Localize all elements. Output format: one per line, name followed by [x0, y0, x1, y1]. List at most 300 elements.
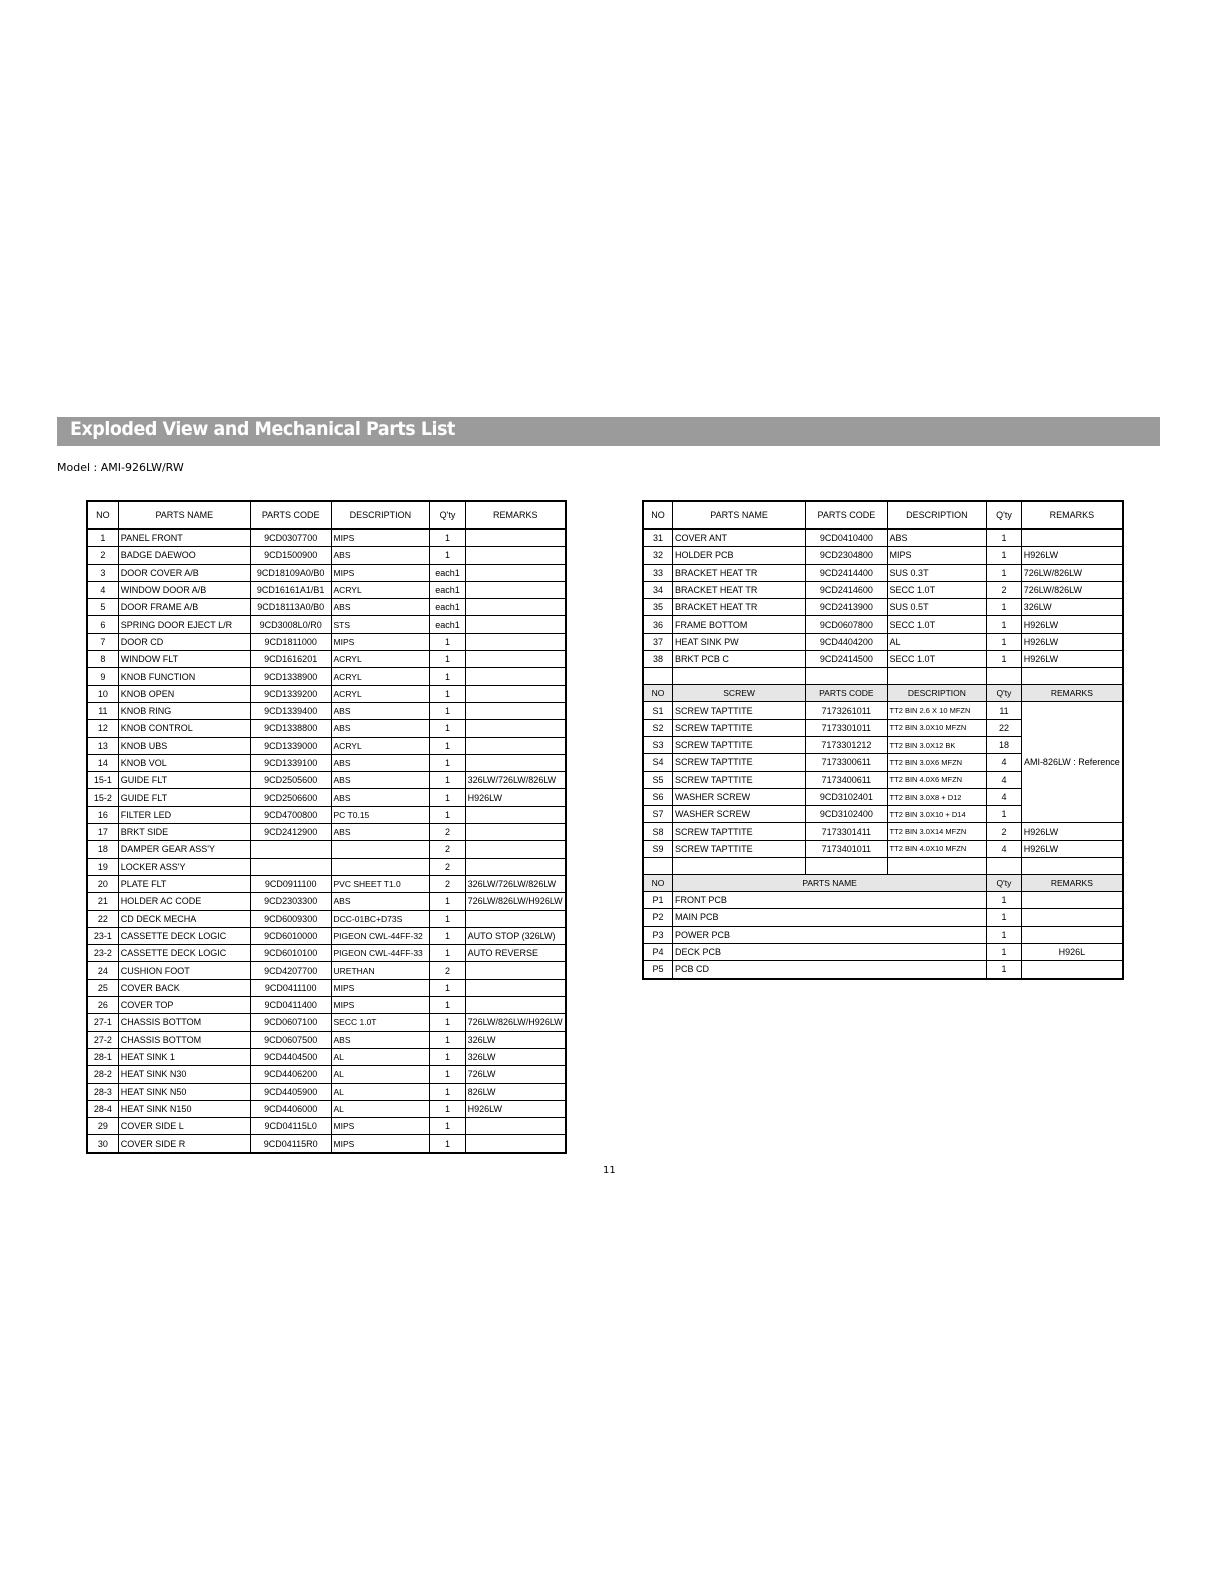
cell-parts-code: 9CD1811000	[250, 633, 331, 650]
cell-no: P5	[643, 961, 672, 979]
cell-no: 28-1	[87, 1048, 118, 1065]
cell-qty: 1	[430, 685, 465, 702]
cell-no: 8	[87, 651, 118, 668]
cell-parts-code: 9CD1339000	[250, 737, 331, 754]
cell-no: 36	[643, 616, 672, 633]
cell-qty: 1	[430, 651, 465, 668]
cell-qty: 1	[430, 1014, 465, 1031]
col-header-remarks: REMARKS	[1021, 685, 1123, 702]
cell-parts-code: 7173401011	[806, 840, 887, 857]
cell-description	[331, 858, 430, 875]
table-row	[643, 599, 1123, 616]
cell-description: TT2 BIN 4.0X6 MFZN	[887, 771, 987, 788]
table-row	[87, 962, 566, 979]
cell-no: 12	[87, 720, 118, 737]
cell-description: AL	[331, 1066, 430, 1083]
cell-no: 19	[87, 858, 118, 875]
cell-no: P2	[643, 909, 672, 926]
table-row	[87, 824, 566, 841]
cell-parts-name: CUSHION FOOT	[118, 962, 250, 979]
cell-qty: 1	[987, 616, 1022, 633]
cell-no: 28-3	[87, 1083, 118, 1100]
table-row	[643, 547, 1123, 564]
cell-parts-name: KNOB FUNCTION	[118, 668, 250, 685]
cell-parts-code: 9CD0607800	[806, 616, 887, 633]
cell-qty: 1	[430, 1066, 465, 1083]
cell-parts-name: DOOR CD	[118, 633, 250, 650]
col-header-remarks: REMARKS	[465, 501, 566, 529]
cell-description: MIPS	[331, 633, 430, 650]
cell-parts-code: 9CD04115R0	[250, 1135, 331, 1153]
cell-parts-code: 7173261011	[806, 702, 887, 719]
cell-qty: each1	[430, 599, 465, 616]
cell-parts-name: SPRING DOOR EJECT L/R	[118, 616, 250, 633]
cell-remarks: AUTO STOP (326LW)	[465, 927, 566, 944]
cell-description: SECC 1.0T	[331, 1014, 430, 1031]
empty-cell	[1021, 858, 1123, 875]
cell-description: MIPS	[331, 529, 430, 547]
cell-qty: 1	[987, 529, 1022, 547]
cell-description: TT2 BIN 3.0X8 + D12	[887, 788, 987, 805]
cell-parts-code: 9CD2303300	[250, 893, 331, 910]
cell-parts-code: 9CD1339400	[250, 702, 331, 719]
cell-parts-code: 9CD6009300	[250, 910, 331, 927]
cell-parts-name: LOCKER ASS'Y	[118, 858, 250, 875]
pcb-row	[643, 909, 1123, 926]
cell-remarks: H926LW	[1021, 547, 1123, 564]
cell-qty: 1	[987, 651, 1022, 668]
table-header-row	[643, 501, 1123, 529]
cell-no: 33	[643, 564, 672, 581]
cell-remarks	[465, 858, 566, 875]
cell-parts-code: 9CD4406200	[250, 1066, 331, 1083]
cell-description: ACRYL	[331, 685, 430, 702]
cell-remarks: H926LW	[1021, 651, 1123, 668]
cell-parts-name: PANEL FRONT	[118, 529, 250, 547]
cell-qty: 2	[987, 581, 1022, 598]
screw-header-row	[643, 685, 1123, 702]
cell-remarks: 326LW	[465, 1048, 566, 1065]
cell-no: 23-1	[87, 927, 118, 944]
col-header-qty: Q'ty	[430, 501, 465, 529]
col-header-parts-code: PARTS CODE	[250, 501, 331, 529]
cell-qty: 1	[987, 806, 1022, 823]
table-row	[87, 893, 566, 910]
cell-remarks	[465, 841, 566, 858]
cell-no: 11	[87, 702, 118, 719]
cell-parts-name: CHASSIS BOTTOM	[118, 1031, 250, 1048]
cell-parts-code: 9CD0411100	[250, 979, 331, 996]
table-row	[87, 529, 566, 547]
cell-qty: 2	[430, 875, 465, 892]
table-row	[87, 599, 566, 616]
table-row	[87, 702, 566, 719]
cell-qty: 1	[430, 910, 465, 927]
cell-parts-name: CASSETTE DECK LOGIC	[118, 927, 250, 944]
cell-description: PIGEON CWL-44FF-32	[331, 927, 430, 944]
cell-no: 21	[87, 893, 118, 910]
cell-remarks	[465, 1118, 566, 1135]
cell-parts-code: 9CD4207700	[250, 962, 331, 979]
cell-remarks: 726LW/826LW/H926LW	[465, 1014, 566, 1031]
screw-group-remark: AMI-826LW : Reference	[1021, 702, 1123, 823]
cell-description: SECC 1.0T	[887, 581, 987, 598]
cell-parts-code: 9CD0607500	[250, 1031, 331, 1048]
col-header-no: NO	[87, 501, 118, 529]
table-row	[87, 910, 566, 927]
cell-parts-name: FRAME BOTTOM	[672, 616, 805, 633]
cell-description: ABS	[331, 720, 430, 737]
table-row	[643, 529, 1123, 547]
cell-description: ABS	[331, 702, 430, 719]
blank-row	[643, 858, 1123, 875]
cell-description: ABS	[331, 547, 430, 564]
cell-description: SECC 1.0T	[887, 616, 987, 633]
col-header-parts-name: PARTS NAME	[672, 875, 986, 892]
cell-parts-name: COVER SIDE R	[118, 1135, 250, 1153]
cell-remarks: H926LW	[1021, 823, 1123, 840]
cell-parts-name: WASHER SCREW	[672, 788, 805, 805]
cell-no: 31	[643, 529, 672, 547]
cell-parts-code: 9CD4404200	[806, 633, 887, 650]
cell-remarks	[465, 979, 566, 996]
cell-no: 37	[643, 633, 672, 650]
cell-parts-name: POWER PCB	[672, 926, 986, 943]
cell-parts-name: GUIDE FLT	[118, 789, 250, 806]
table-row	[643, 633, 1123, 650]
cell-parts-name: KNOB CONTROL	[118, 720, 250, 737]
cell-parts-code: 7173301011	[806, 719, 887, 736]
cell-description: TT2 BIN 4.0X10 MFZN	[887, 840, 987, 857]
table-row	[87, 997, 566, 1014]
cell-parts-name: PCB CD	[672, 961, 986, 979]
cell-qty: 1	[430, 927, 465, 944]
cell-qty: 1	[430, 529, 465, 547]
cell-qty: 1	[987, 564, 1022, 581]
cell-parts-code: 7173301212	[806, 736, 887, 753]
cell-parts-code: 9CD1339100	[250, 754, 331, 771]
cell-qty: 1	[987, 926, 1022, 943]
cell-parts-name: HOLDER AC CODE	[118, 893, 250, 910]
cell-remarks: 826LW	[465, 1083, 566, 1100]
cell-parts-code	[250, 841, 331, 858]
cell-qty: 1	[987, 961, 1022, 979]
cell-remarks	[465, 806, 566, 823]
cell-remarks	[465, 702, 566, 719]
cell-parts-code: 9CD1338800	[250, 720, 331, 737]
cell-remarks	[465, 616, 566, 633]
cell-remarks: 326LW	[1021, 599, 1123, 616]
empty-cell	[643, 858, 672, 875]
cell-description: STS	[331, 616, 430, 633]
cell-parts-name: SCREW TAPTTITE	[672, 719, 805, 736]
cell-parts-name: BRKT PCB C	[672, 651, 805, 668]
cell-qty: 1	[430, 893, 465, 910]
cell-remarks: H926LW	[1021, 616, 1123, 633]
cell-no: S1	[643, 702, 672, 719]
cell-parts-name: DECK PCB	[672, 943, 986, 960]
table-row	[87, 737, 566, 754]
cell-parts-code: 9CD0410400	[806, 529, 887, 547]
cell-remarks	[465, 581, 566, 598]
model-label: Model : AMI-926LW/RW	[57, 461, 184, 474]
cell-no: 23-2	[87, 945, 118, 962]
cell-parts-code: 9CD2506600	[250, 789, 331, 806]
cell-no: 27-2	[87, 1031, 118, 1048]
cell-remarks	[465, 547, 566, 564]
cell-parts-name: COVER TOP	[118, 997, 250, 1014]
cell-qty: 1	[987, 943, 1022, 960]
cell-parts-code: 9CD1500900	[250, 547, 331, 564]
cell-no: S4	[643, 754, 672, 771]
cell-no: 14	[87, 754, 118, 771]
cell-parts-code: 9CD0307700	[250, 529, 331, 547]
col-header-no: NO	[643, 501, 672, 529]
cell-parts-code: 9CD4405900	[250, 1083, 331, 1100]
cell-parts-code: 9CD6010100	[250, 945, 331, 962]
cell-parts-name: HEAT SINK PW	[672, 633, 805, 650]
table-row	[87, 806, 566, 823]
empty-cell	[806, 858, 887, 875]
cell-description: ABS	[331, 824, 430, 841]
cell-no: 9	[87, 668, 118, 685]
cell-parts-code: 9CD04115L0	[250, 1118, 331, 1135]
screw-row	[643, 823, 1123, 840]
pcb-row	[643, 926, 1123, 943]
cell-description: TT2 BIN 2.6 X 10 MFZN	[887, 702, 987, 719]
empty-cell	[887, 668, 987, 685]
cell-description: TT2 BIN 3.0X6 MFZN	[887, 754, 987, 771]
cell-no: 32	[643, 547, 672, 564]
cell-parts-name: COVER ANT	[672, 529, 805, 547]
cell-parts-name: SCREW TAPTTITE	[672, 823, 805, 840]
cell-no: S6	[643, 788, 672, 805]
cell-description: MIPS	[331, 1118, 430, 1135]
cell-parts-code: 9CD2414500	[806, 651, 887, 668]
cell-no: 27-1	[87, 1014, 118, 1031]
cell-qty: 2	[987, 823, 1022, 840]
cell-parts-code: 9CD3102400	[806, 806, 887, 823]
cell-parts-code: 9CD6010000	[250, 927, 331, 944]
cell-parts-code: 9CD0607100	[250, 1014, 331, 1031]
cell-parts-code: 9CD4406000	[250, 1100, 331, 1117]
cell-parts-name: FILTER LED	[118, 806, 250, 823]
cell-parts-name: CD DECK MECHA	[118, 910, 250, 927]
cell-no: 22	[87, 910, 118, 927]
cell-qty: 1	[430, 1048, 465, 1065]
pcb-row	[643, 892, 1123, 909]
cell-parts-name: HEAT SINK N50	[118, 1083, 250, 1100]
empty-cell	[987, 858, 1022, 875]
cell-no: 3	[87, 564, 118, 581]
cell-parts-name: KNOB OPEN	[118, 685, 250, 702]
cell-qty: 2	[430, 858, 465, 875]
cell-remarks	[1021, 909, 1123, 926]
cell-no: 25	[87, 979, 118, 996]
cell-parts-name: BRACKET HEAT TR	[672, 581, 805, 598]
cell-parts-name: SCREW TAPTTITE	[672, 840, 805, 857]
screw-row	[643, 702, 1123, 719]
table-row	[87, 581, 566, 598]
cell-no: 34	[643, 581, 672, 598]
col-header-description: DESCRIPTION	[887, 685, 987, 702]
table-row	[87, 841, 566, 858]
col-header-parts-name: PARTS NAME	[672, 501, 805, 529]
mechanical-parts-table-left	[86, 500, 567, 1154]
cell-no: 6	[87, 616, 118, 633]
cell-parts-name: FRONT PCB	[672, 892, 986, 909]
cell-parts-name: GUIDE FLT	[118, 772, 250, 789]
cell-parts-name: SCREW TAPTTITE	[672, 754, 805, 771]
cell-description: TT2 BIN 3.0X14 MFZN	[887, 823, 987, 840]
cell-qty: 1	[430, 1031, 465, 1048]
cell-no: 20	[87, 875, 118, 892]
table-row	[87, 754, 566, 771]
cell-remarks	[1021, 892, 1123, 909]
cell-remarks: AUTO REVERSE	[465, 945, 566, 962]
cell-parts-code: 9CD1339200	[250, 685, 331, 702]
cell-qty: 1	[987, 633, 1022, 650]
cell-description: ACRYL	[331, 651, 430, 668]
cell-remarks	[465, 1135, 566, 1153]
cell-no: S8	[643, 823, 672, 840]
cell-no: 28-4	[87, 1100, 118, 1117]
table-row	[87, 668, 566, 685]
cell-remarks	[465, 824, 566, 841]
empty-cell	[672, 858, 805, 875]
cell-description: ACRYL	[331, 668, 430, 685]
cell-parts-code: 9CD2414400	[806, 564, 887, 581]
cell-description: AL	[331, 1048, 430, 1065]
cell-qty: each1	[430, 564, 465, 581]
cell-no: 28-2	[87, 1066, 118, 1083]
cell-parts-code: 9CD18109A0/B0	[250, 564, 331, 581]
cell-qty: 4	[987, 754, 1022, 771]
cell-qty: 2	[430, 824, 465, 841]
cell-description: PC T0.15	[331, 806, 430, 823]
cell-qty: 1	[430, 772, 465, 789]
cell-parts-name: DAMPER GEAR ASS'Y	[118, 841, 250, 858]
table-row	[643, 581, 1123, 598]
cell-qty: 2	[430, 962, 465, 979]
cell-remarks	[465, 754, 566, 771]
cell-parts-code: 9CD2505600	[250, 772, 331, 789]
cell-description: ABS	[887, 529, 987, 547]
cell-remarks: 326LW	[465, 1031, 566, 1048]
cell-no: 16	[87, 806, 118, 823]
col-header-qty: Q'ty	[987, 685, 1022, 702]
cell-qty: 1	[430, 547, 465, 564]
cell-no: S3	[643, 736, 672, 753]
table-row	[87, 547, 566, 564]
cell-parts-code: 9CD4404500	[250, 1048, 331, 1065]
cell-parts-code: 9CD0411400	[250, 997, 331, 1014]
cell-description: PVC SHEET T1.0	[331, 875, 430, 892]
cell-no: 7	[87, 633, 118, 650]
cell-qty: 1	[987, 547, 1022, 564]
cell-qty: 1	[430, 1100, 465, 1117]
cell-qty: 1	[430, 789, 465, 806]
cell-description: ABS	[331, 893, 430, 910]
cell-description: DCC-01BC+D73S	[331, 910, 430, 927]
cell-parts-code: 7173300611	[806, 754, 887, 771]
table-header-row	[87, 501, 566, 529]
table-row	[87, 1118, 566, 1135]
cell-parts-name: DOOR FRAME A/B	[118, 599, 250, 616]
cell-description: ABS	[331, 754, 430, 771]
cell-parts-name: HEAT SINK 1	[118, 1048, 250, 1065]
col-header-qty: Q'ty	[987, 875, 1022, 892]
pcb-header-row	[643, 875, 1123, 892]
cell-qty: 1	[430, 720, 465, 737]
cell-qty: 1	[430, 979, 465, 996]
cell-parts-code: 9CD2412900	[250, 824, 331, 841]
cell-remarks	[465, 599, 566, 616]
table-row	[87, 616, 566, 633]
cell-remarks: 726LW/826LW	[1021, 564, 1123, 581]
cell-parts-name: KNOB RING	[118, 702, 250, 719]
cell-description: SUS 0.5T	[887, 599, 987, 616]
cell-description: MIPS	[331, 997, 430, 1014]
col-header-parts-code: PARTS CODE	[806, 685, 887, 702]
cell-parts-name: SCREW TAPTTITE	[672, 736, 805, 753]
cell-description: AL	[331, 1100, 430, 1117]
cell-parts-name: WASHER SCREW	[672, 806, 805, 823]
table-row	[87, 1066, 566, 1083]
cell-qty: 1	[430, 754, 465, 771]
cell-parts-code: 9CD1616201	[250, 651, 331, 668]
cell-no: P3	[643, 926, 672, 943]
cell-qty: 1	[430, 633, 465, 650]
cell-remarks	[465, 529, 566, 547]
cell-parts-code: 9CD3008L0/R0	[250, 616, 331, 633]
cell-no: 24	[87, 962, 118, 979]
cell-remarks	[1021, 529, 1123, 547]
cell-qty: each1	[430, 616, 465, 633]
cell-qty: 1	[430, 997, 465, 1014]
cell-parts-code: 9CD18113A0/B0	[250, 599, 331, 616]
cell-qty: 22	[987, 719, 1022, 736]
cell-no: 13	[87, 737, 118, 754]
cell-remarks	[465, 910, 566, 927]
cell-parts-name: CASSETTE DECK LOGIC	[118, 945, 250, 962]
table-row	[87, 1100, 566, 1117]
cell-description: PIGEON CWL-44FF-33	[331, 945, 430, 962]
cell-qty: 1	[430, 945, 465, 962]
cell-no: P4	[643, 943, 672, 960]
cell-qty: 1	[430, 1083, 465, 1100]
table-row	[87, 858, 566, 875]
cell-parts-name: HEAT SINK N150	[118, 1100, 250, 1117]
cell-remarks	[465, 720, 566, 737]
empty-cell	[643, 668, 672, 685]
cell-qty: 1	[987, 892, 1022, 909]
cell-parts-name: PLATE FLT	[118, 875, 250, 892]
cell-no: 18	[87, 841, 118, 858]
cell-parts-name: HOLDER PCB	[672, 547, 805, 564]
cell-no: S5	[643, 771, 672, 788]
cell-remarks	[465, 685, 566, 702]
cell-description: SECC 1.0T	[887, 651, 987, 668]
pcb-row	[643, 961, 1123, 979]
cell-no: 5	[87, 599, 118, 616]
cell-qty: 4	[987, 771, 1022, 788]
cell-parts-name: KNOB UBS	[118, 737, 250, 754]
table-row	[643, 651, 1123, 668]
table-row	[87, 720, 566, 737]
col-header-qty: Q'ty	[987, 501, 1022, 529]
screw-row	[643, 840, 1123, 857]
